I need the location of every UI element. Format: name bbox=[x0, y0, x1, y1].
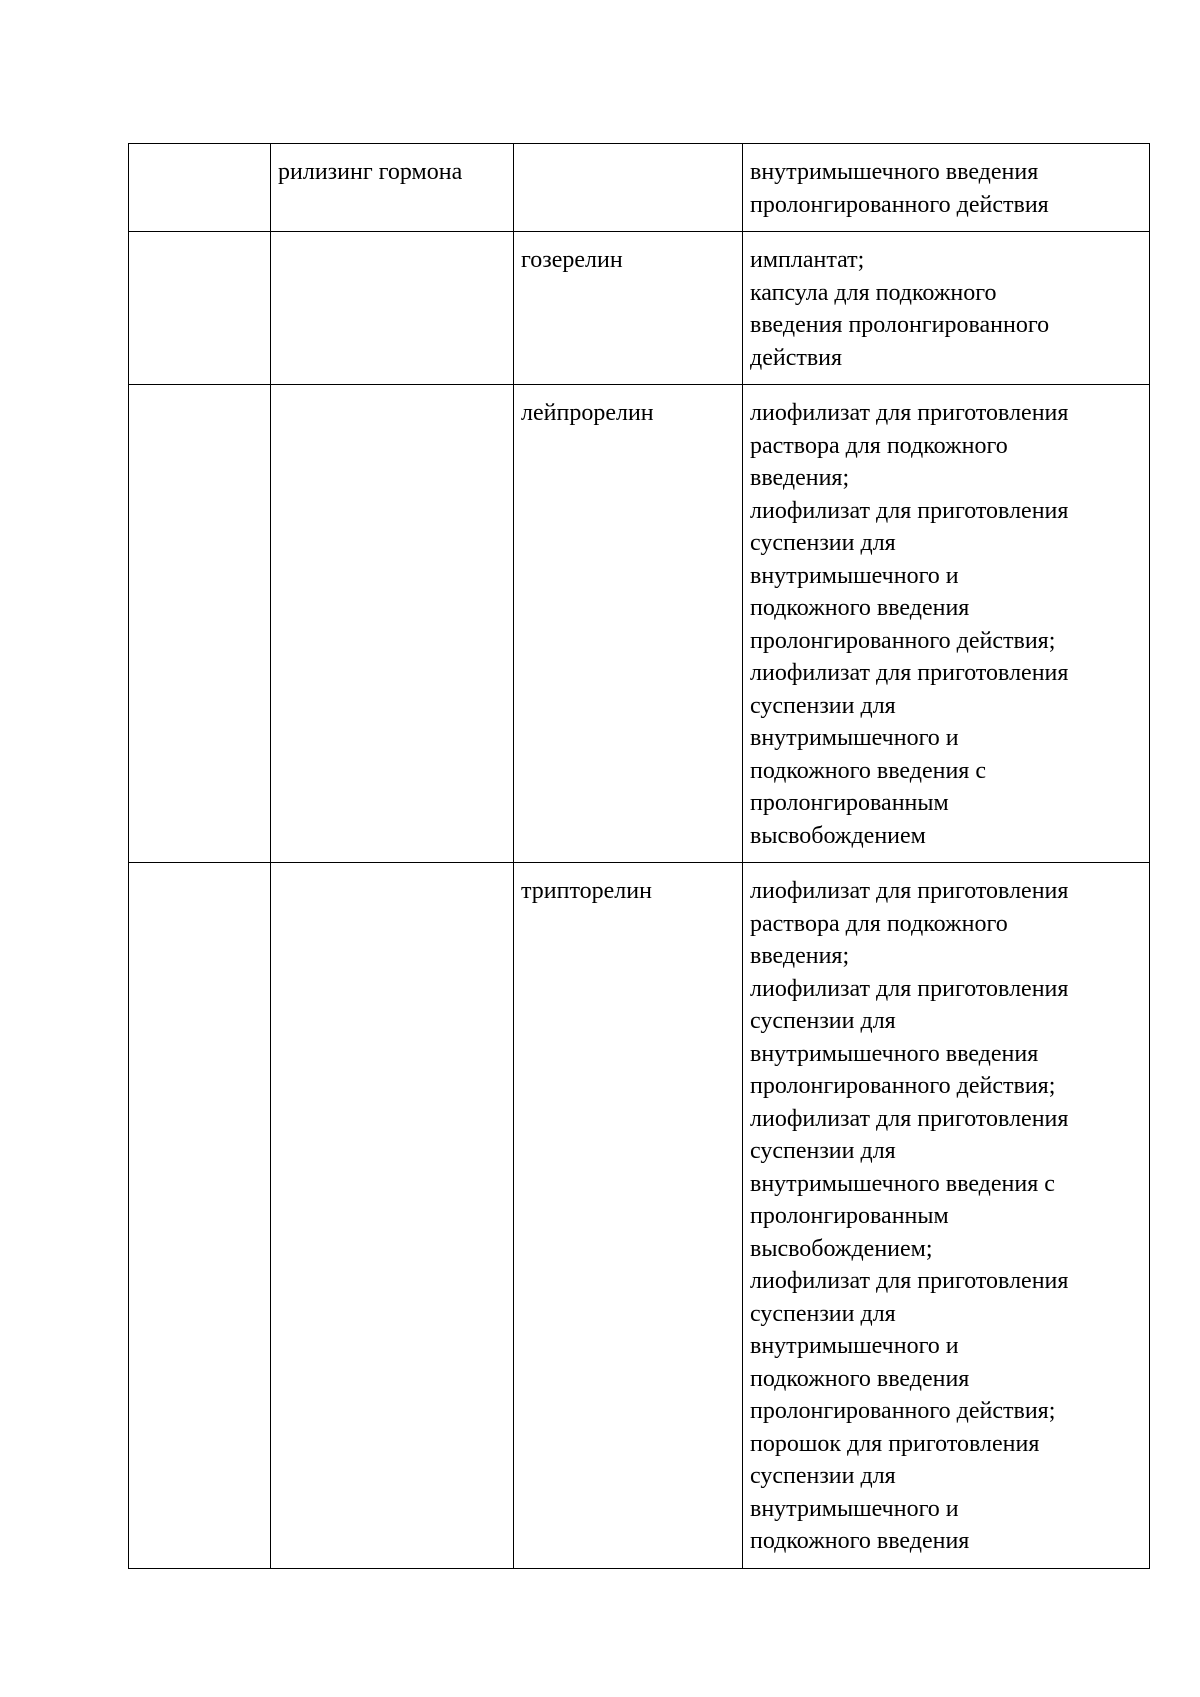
code-cell bbox=[129, 863, 271, 1569]
dosage-form-line: раствора для подкожного bbox=[750, 910, 1008, 937]
dosage-form-line: введения пролонгированного bbox=[750, 312, 1050, 338]
drug-name-cell bbox=[514, 144, 743, 232]
dosage-form-line: пролонгированного действия; bbox=[750, 1398, 1056, 1424]
dosage-form-line: высвобождением bbox=[750, 822, 926, 849]
group-cell: рилизинг гормона bbox=[271, 144, 514, 232]
dosage-form-line: лиофилизат для приготовления bbox=[750, 975, 1069, 1002]
dosage-form-line: лиофилизат для приготовления bbox=[750, 400, 1069, 426]
dosage-form-line: лиофилизат для приготовления bbox=[750, 878, 1069, 904]
dosage-form-line: высвобождением; bbox=[750, 1235, 933, 1262]
dosage-form-line: внутримышечного и bbox=[750, 1333, 959, 1359]
drug-table-body bbox=[129, 144, 1150, 1569]
dosage-form-line: суспензии для bbox=[750, 530, 896, 556]
dosage-form-line: суспензии для bbox=[750, 1463, 896, 1489]
drug-table bbox=[128, 143, 1150, 1569]
dosage-forms-cell bbox=[743, 232, 1150, 385]
dosage-form-line: действия bbox=[750, 344, 843, 371]
group-cell bbox=[271, 232, 514, 385]
dosage-form-line: пролонгированным bbox=[750, 1203, 949, 1229]
dosage-form-line: подкожного введения bbox=[750, 1365, 970, 1392]
group-cell bbox=[271, 385, 514, 863]
dosage-form-line: внутримышечного и bbox=[750, 725, 959, 751]
dosage-form-line: суспензии для bbox=[750, 1138, 896, 1164]
dosage-form-line: суспензии для bbox=[750, 1300, 896, 1327]
dosage-form-line: суспензии для bbox=[750, 1008, 896, 1034]
dosage-form-line: пролонгированного действия bbox=[750, 191, 1049, 218]
table-row bbox=[129, 144, 1150, 232]
dosage-forms-cell bbox=[743, 144, 1150, 232]
dosage-form-line: внутримышечного и bbox=[750, 562, 959, 589]
dosage-form-line: внутримышечного и bbox=[750, 1495, 959, 1522]
dosage-form-line: лиофилизат для приготовления bbox=[750, 497, 1069, 524]
dosage-form-line: лиофилизат для приготовления bbox=[750, 1268, 1069, 1294]
dosage-form-line: имплантат; bbox=[750, 247, 865, 273]
dosage-form-line: пролонгированным bbox=[750, 790, 949, 816]
table-row bbox=[129, 232, 1150, 385]
dosage-form-line: подкожного введения bbox=[750, 595, 970, 621]
dosage-form-line: введения; bbox=[750, 465, 850, 491]
dosage-form-line: порошок для приготовления bbox=[750, 1430, 1040, 1457]
dosage-form-line: суспензии для bbox=[750, 692, 896, 719]
dosage-form-line: раствора для подкожного bbox=[750, 432, 1008, 459]
dosage-form-line: лиофилизат для приготовления bbox=[750, 660, 1069, 686]
dosage-form-line: внутримышечного введения bbox=[750, 159, 1039, 185]
code-cell bbox=[129, 385, 271, 863]
dosage-form-line: введения; bbox=[750, 943, 850, 969]
dosage-form-line: лиофилизат для приготовления bbox=[750, 1105, 1069, 1132]
code-cell bbox=[129, 144, 271, 232]
dosage-forms-cell bbox=[743, 385, 1150, 863]
table-row bbox=[129, 863, 1150, 1569]
drug-name-cell: гозерелин bbox=[514, 232, 743, 385]
dosage-form-line: пролонгированного действия; bbox=[750, 627, 1056, 654]
dosage-form-line: подкожного введения с bbox=[750, 757, 986, 784]
table-row bbox=[129, 385, 1150, 863]
dosage-form-line: подкожного введения bbox=[750, 1528, 970, 1554]
dosage-form-line: капсула для подкожного bbox=[750, 279, 997, 306]
code-cell bbox=[129, 232, 271, 385]
dosage-forms-cell bbox=[743, 863, 1150, 1569]
dosage-form-line: внутримышечного введения с bbox=[750, 1170, 1055, 1197]
dosage-form-line: внутримышечного введения bbox=[750, 1040, 1039, 1067]
drug-name-cell: трипторелин bbox=[514, 863, 743, 1569]
drug-name-cell: лейпрорелин bbox=[514, 385, 743, 863]
dosage-form-line: пролонгированного действия; bbox=[750, 1073, 1056, 1099]
group-cell bbox=[271, 863, 514, 1569]
